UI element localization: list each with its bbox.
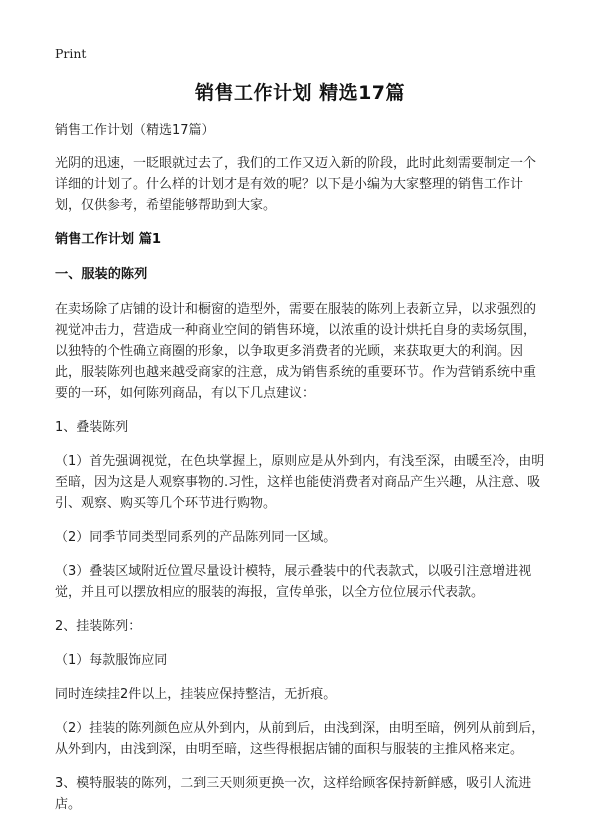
subsection-intro-paragraph: 在卖场除了店铺的设计和橱窗的造型外，需要在服装的陈列上表新立异，以求强烈的视觉冲击力，营造成一种商业空间的销售环境，以浓重的设计烘托自身的卖场氛围，以独特的个性确立商圈的形象，以争取更多消费者的光顾，来获取更大的利润。因此，服装陈列也越来越受商家的注意，成为销售系统的重要环节。作为营销系统中重要的一环，如何陈列商品，有以下几点建议： <box>55 302 537 401</box>
item1-point1: （1）首先强调视觉，在色块掌握上，原则应是从外到内，有浅至深，由暖至冷，由明至暗，因为这是人观察事物的.习性，这样也能使消费者对商品产生兴趣，从注意、吸引、观察、购买等几个环节进行购物。 <box>55 454 545 511</box>
item2-point1-continuation: 同时连续挂2件以上，挂装应保持整洁，无折痕。 <box>55 687 337 702</box>
document-body <box>55 120 545 826</box>
item2-point1: （1）每款服饰应同 <box>55 653 168 668</box>
section-heading: 销售工作计划 篇1 <box>55 232 162 247</box>
document-subtitle: 销售工作计划（精选17篇） <box>55 123 215 138</box>
item1-point2: （2）同季节同类型同系列的产品陈列同一区域。 <box>55 530 337 545</box>
item3-paragraph: 3、模特服装的陈列，二到三天则须更换一次，这样给顾客保持新鲜感，吸引人流进店。 <box>55 776 532 812</box>
item1-heading: 1、叠装陈列 <box>55 420 129 435</box>
item2-heading: 2、挂装陈列： <box>55 619 142 634</box>
document-title: 销售工作计划 精选17篇 <box>194 82 406 104</box>
subsection-heading: 一、服装的陈列 <box>55 267 148 282</box>
item1-point3: （3）叠装区域附近位置尽量设计模特，展示叠装中的代表款式，以吸引注意增进视觉，并且可以摆放相应的服装的海报，宣传单张，以全方位位展示代表款。 <box>55 564 532 600</box>
item2-point2: （2）挂装的陈列颜色应从外到内，从前到后，由浅到深，由明至暗，例列从前到后，从外到内，由浅到深，由明至暗，这些得根据店铺的面积与服装的主推风格来定。 <box>55 721 545 757</box>
intro-paragraph: 光阴的迅速，一眨眼就过去了，我们的工作又迈入新的阶段，此时此刻需要制定一个详细的计划了。什么样的计划才是有效的呢？以下是小编为大家整理的销售工作计划，仅供参考，希望能够帮助到大家。 <box>55 156 537 213</box>
print-label: Print <box>55 46 87 61</box>
